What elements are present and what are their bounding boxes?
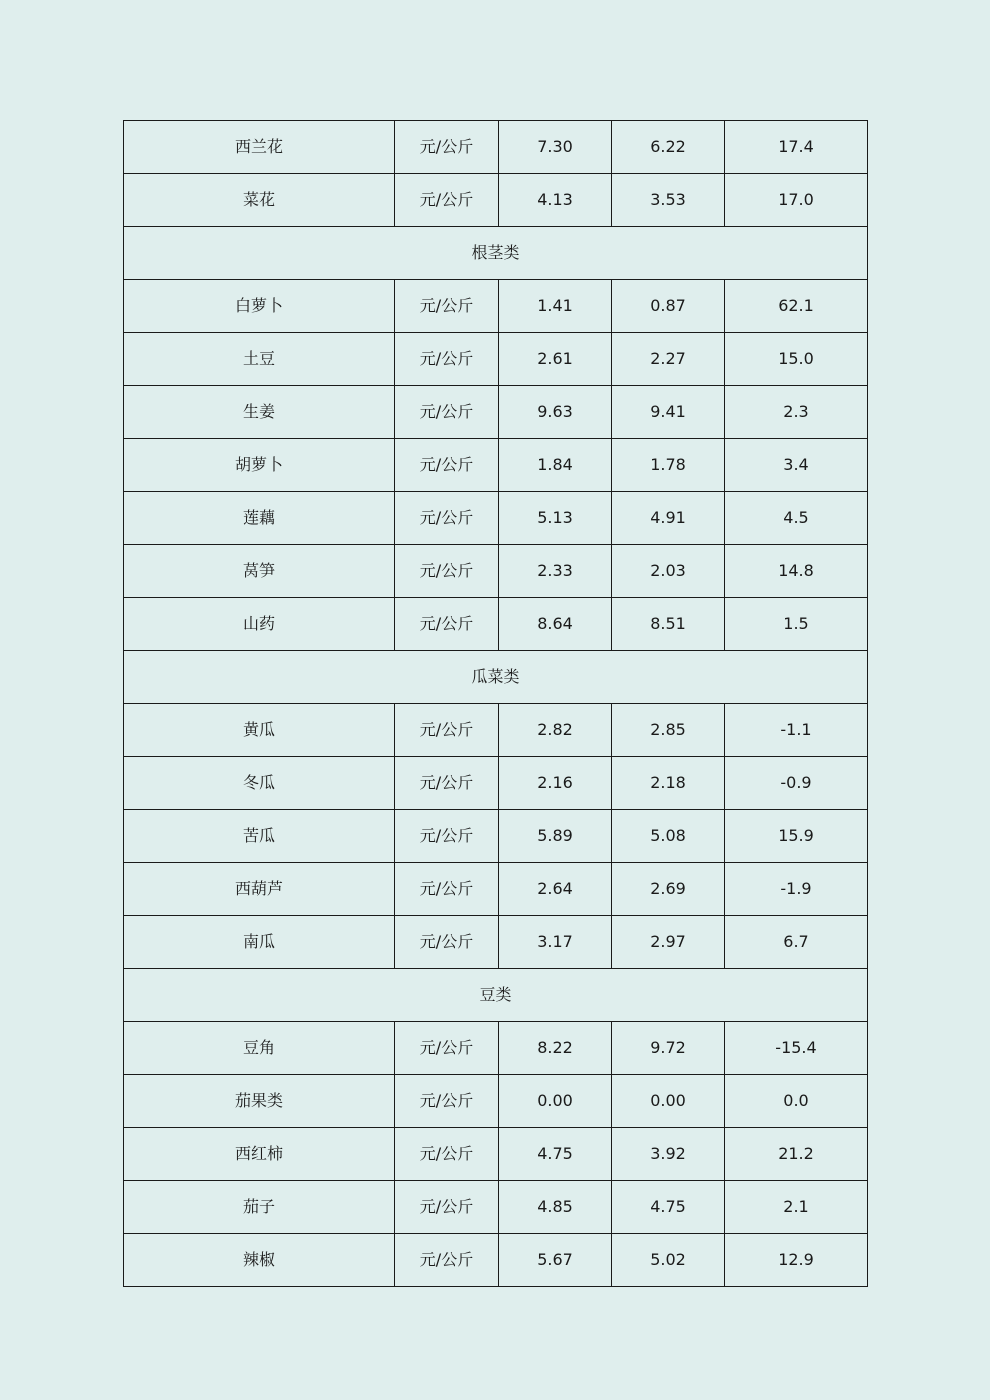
change-percent-cell: 14.8 — [725, 545, 868, 598]
change-percent-cell: 21.2 — [725, 1128, 868, 1181]
item-name-cell: 南瓜 — [124, 916, 395, 969]
table-row — [124, 121, 868, 174]
table-row — [124, 1234, 868, 1287]
current-price-cell: 5.67 — [499, 1234, 612, 1287]
current-price-cell: 1.41 — [499, 280, 612, 333]
category-row — [124, 969, 868, 1022]
current-price-cell: 1.84 — [499, 439, 612, 492]
change-percent-cell: 17.0 — [725, 174, 868, 227]
item-name-cell: 莴笋 — [124, 545, 395, 598]
previous-price-cell: 9.72 — [612, 1022, 725, 1075]
previous-price-cell: 1.78 — [612, 439, 725, 492]
previous-price-cell: 9.41 — [612, 386, 725, 439]
unit-cell: 元/公斤 — [395, 492, 499, 545]
previous-price-cell: 0.87 — [612, 280, 725, 333]
change-percent-cell: 15.9 — [725, 810, 868, 863]
unit-cell: 元/公斤 — [395, 280, 499, 333]
item-name-cell: 山药 — [124, 598, 395, 651]
change-percent-cell: 3.4 — [725, 439, 868, 492]
item-name-cell: 西红柿 — [124, 1128, 395, 1181]
change-percent-cell: 12.9 — [725, 1234, 868, 1287]
unit-cell: 元/公斤 — [395, 333, 499, 386]
previous-price-cell: 2.03 — [612, 545, 725, 598]
unit-cell: 元/公斤 — [395, 757, 499, 810]
unit-cell: 元/公斤 — [395, 598, 499, 651]
unit-cell: 元/公斤 — [395, 1022, 499, 1075]
unit-cell: 元/公斤 — [395, 916, 499, 969]
table-row — [124, 1128, 868, 1181]
item-name-cell: 莲藕 — [124, 492, 395, 545]
item-name-cell: 黄瓜 — [124, 704, 395, 757]
change-percent-cell: 62.1 — [725, 280, 868, 333]
table-body — [124, 121, 868, 1287]
category-label: 豆类 — [124, 969, 868, 1022]
change-percent-cell: 4.5 — [725, 492, 868, 545]
category-row — [124, 227, 868, 280]
current-price-cell: 4.75 — [499, 1128, 612, 1181]
change-percent-cell: 0.0 — [725, 1075, 868, 1128]
current-price-cell: 7.30 — [499, 121, 612, 174]
unit-cell: 元/公斤 — [395, 1128, 499, 1181]
previous-price-cell: 0.00 — [612, 1075, 725, 1128]
table-row — [124, 810, 868, 863]
item-name-cell: 冬瓜 — [124, 757, 395, 810]
previous-price-cell: 3.92 — [612, 1128, 725, 1181]
item-name-cell: 豆角 — [124, 1022, 395, 1075]
unit-cell: 元/公斤 — [395, 545, 499, 598]
table-row — [124, 492, 868, 545]
current-price-cell: 2.64 — [499, 863, 612, 916]
change-percent-cell: 2.1 — [725, 1181, 868, 1234]
change-percent-cell: 6.7 — [725, 916, 868, 969]
item-name-cell: 土豆 — [124, 333, 395, 386]
current-price-cell: 2.16 — [499, 757, 612, 810]
table-row — [124, 757, 868, 810]
unit-cell: 元/公斤 — [395, 810, 499, 863]
item-name-cell: 生姜 — [124, 386, 395, 439]
current-price-cell: 5.89 — [499, 810, 612, 863]
item-name-cell: 白萝卜 — [124, 280, 395, 333]
unit-cell: 元/公斤 — [395, 1181, 499, 1234]
table-row — [124, 598, 868, 651]
previous-price-cell: 4.91 — [612, 492, 725, 545]
table-row — [124, 439, 868, 492]
category-label: 瓜菜类 — [124, 651, 868, 704]
previous-price-cell: 6.22 — [612, 121, 725, 174]
previous-price-cell: 2.69 — [612, 863, 725, 916]
item-name-cell: 茄果类 — [124, 1075, 395, 1128]
table-row — [124, 1181, 868, 1234]
previous-price-cell: 2.85 — [612, 704, 725, 757]
previous-price-cell: 8.51 — [612, 598, 725, 651]
current-price-cell: 5.13 — [499, 492, 612, 545]
change-percent-cell: -1.1 — [725, 704, 868, 757]
unit-cell: 元/公斤 — [395, 121, 499, 174]
current-price-cell: 4.85 — [499, 1181, 612, 1234]
change-percent-cell: 15.0 — [725, 333, 868, 386]
current-price-cell: 3.17 — [499, 916, 612, 969]
change-percent-cell: -0.9 — [725, 757, 868, 810]
table-row — [124, 545, 868, 598]
table-row — [124, 863, 868, 916]
table-row — [124, 333, 868, 386]
item-name-cell: 西葫芦 — [124, 863, 395, 916]
table-row — [124, 174, 868, 227]
category-row — [124, 651, 868, 704]
previous-price-cell: 5.08 — [612, 810, 725, 863]
category-label: 根茎类 — [124, 227, 868, 280]
table-row — [124, 386, 868, 439]
table-row — [124, 280, 868, 333]
current-price-cell: 8.64 — [499, 598, 612, 651]
change-percent-cell: 2.3 — [725, 386, 868, 439]
change-percent-cell: 17.4 — [725, 121, 868, 174]
item-name-cell: 茄子 — [124, 1181, 395, 1234]
item-name-cell: 苦瓜 — [124, 810, 395, 863]
change-percent-cell: 1.5 — [725, 598, 868, 651]
unit-cell: 元/公斤 — [395, 863, 499, 916]
change-percent-cell: -1.9 — [725, 863, 868, 916]
previous-price-cell: 2.18 — [612, 757, 725, 810]
current-price-cell: 9.63 — [499, 386, 612, 439]
item-name-cell: 辣椒 — [124, 1234, 395, 1287]
table-row — [124, 1022, 868, 1075]
table-row — [124, 1075, 868, 1128]
unit-cell: 元/公斤 — [395, 1075, 499, 1128]
previous-price-cell: 3.53 — [612, 174, 725, 227]
current-price-cell: 4.13 — [499, 174, 612, 227]
vegetable-price-table — [123, 120, 868, 1287]
change-percent-cell: -15.4 — [725, 1022, 868, 1075]
unit-cell: 元/公斤 — [395, 174, 499, 227]
current-price-cell: 0.00 — [499, 1075, 612, 1128]
item-name-cell: 胡萝卜 — [124, 439, 395, 492]
unit-cell: 元/公斤 — [395, 704, 499, 757]
unit-cell: 元/公斤 — [395, 386, 499, 439]
current-price-cell: 2.33 — [499, 545, 612, 598]
previous-price-cell: 2.97 — [612, 916, 725, 969]
current-price-cell: 8.22 — [499, 1022, 612, 1075]
table-row — [124, 916, 868, 969]
previous-price-cell: 5.02 — [612, 1234, 725, 1287]
table-row — [124, 704, 868, 757]
current-price-cell: 2.82 — [499, 704, 612, 757]
unit-cell: 元/公斤 — [395, 439, 499, 492]
current-price-cell: 2.61 — [499, 333, 612, 386]
unit-cell: 元/公斤 — [395, 1234, 499, 1287]
item-name-cell: 菜花 — [124, 174, 395, 227]
previous-price-cell: 4.75 — [612, 1181, 725, 1234]
previous-price-cell: 2.27 — [612, 333, 725, 386]
item-name-cell: 西兰花 — [124, 121, 395, 174]
